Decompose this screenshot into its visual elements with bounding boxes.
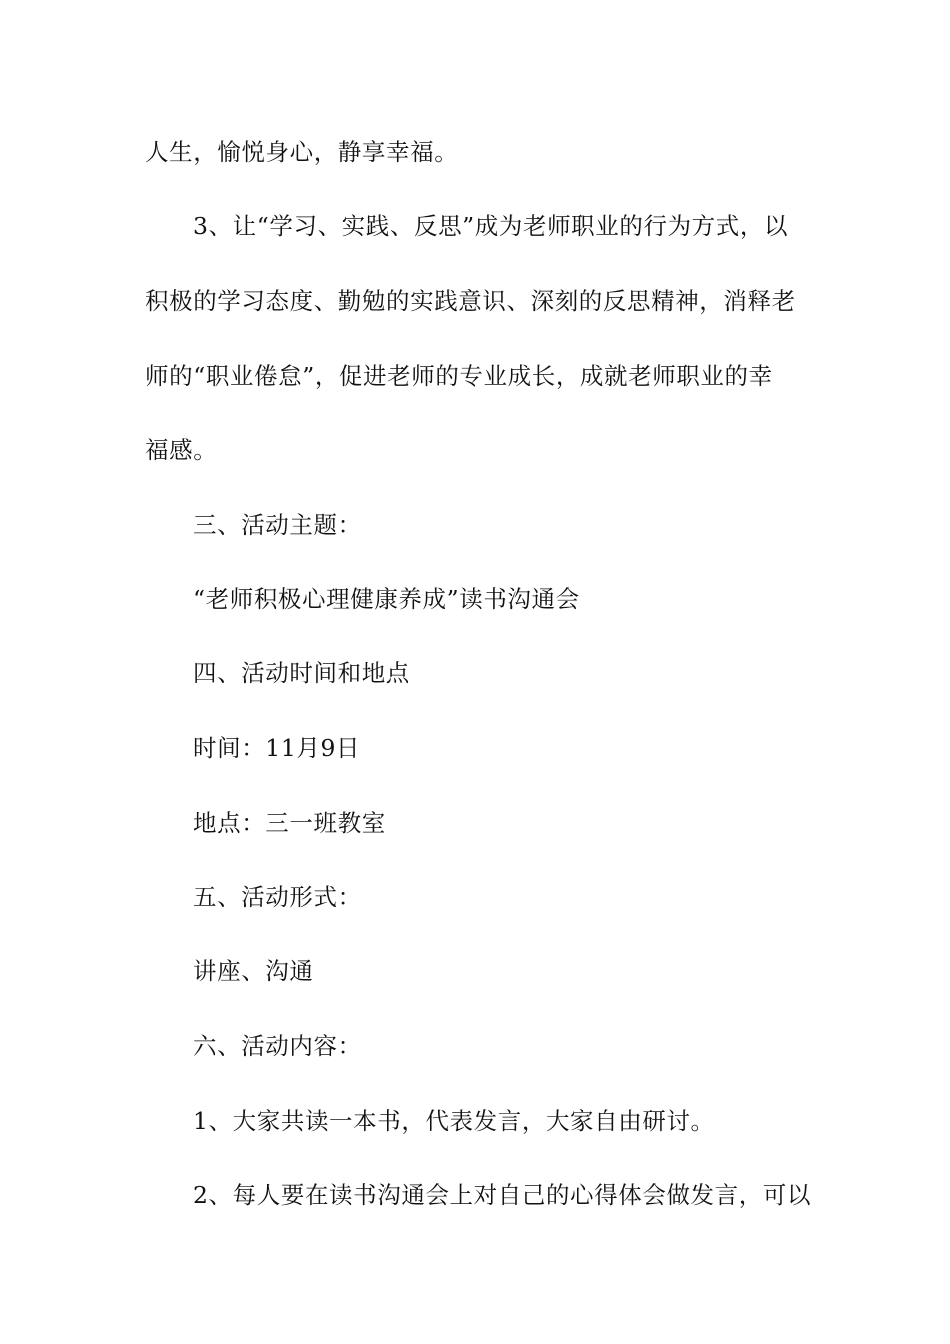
section-heading: 三、活动主题： — [193, 511, 362, 539]
section-heading: 六、活动内容： — [193, 1032, 362, 1060]
text-line: 2、每人要在读书沟通会上对自己的心得体会做发言，可以 — [193, 1181, 812, 1209]
text-line: 时间：11月9日 — [193, 734, 361, 762]
text-line: 积极的学习态度、勤勉的实践意识、深刻的反思精神，消释老 — [145, 287, 796, 315]
text-line: “老师积极心理健康养成”读书沟通会 — [193, 585, 580, 613]
text-line: 讲座、沟通 — [193, 957, 314, 985]
text-line: 1、大家共读一本书，代表发言，大家自由研讨。 — [193, 1107, 715, 1135]
section-heading: 四、活动时间和地点 — [193, 659, 410, 687]
text-line: 福感。 — [145, 436, 218, 464]
text-line: 人生，愉悦身心，静享幸福。 — [145, 138, 459, 166]
section-heading: 五、活动形式： — [193, 883, 362, 911]
text-line: 师的“职业倦怠”，促进老师的专业成长，成就老师职业的幸 — [145, 362, 773, 390]
text-line: 地点：三一班教室 — [193, 809, 386, 837]
text-line: 3、让“学习、实践、反思”成为老师职业的行为方式，以 — [193, 212, 789, 240]
